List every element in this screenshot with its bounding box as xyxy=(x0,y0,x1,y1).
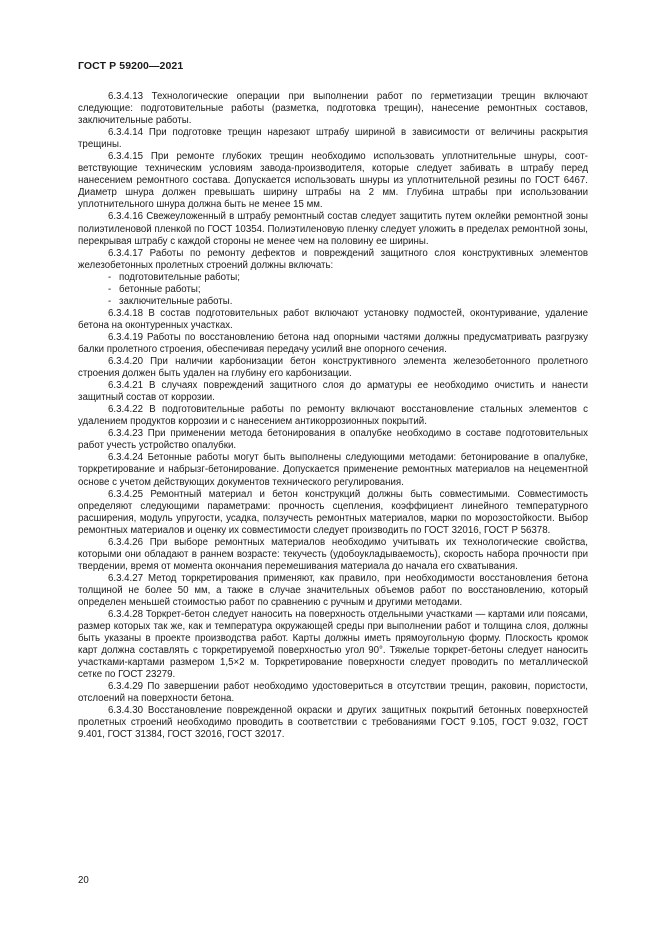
paragraph: 6.3.4.20 При наличии карбонизации бетон конструктивного элемента железобетонного пролетного строения должен быть удален на глубину его карбонизации. xyxy=(78,356,588,380)
paragraph: 6.3.4.18 В состав подготовительных работ включают установку подмостей, оконтуривание, удаление бетона на оконтуренных участках. xyxy=(78,307,588,331)
list-item-text: заключительные работы. xyxy=(119,295,233,307)
paragraph: 6.3.4.17 Работы по ремонту дефектов и повреждений защитного слоя конструктивных элементов железобетонных пролетных строений должны включать: xyxy=(78,247,588,271)
list-item xyxy=(78,272,588,284)
paragraph: 6.3.4.16 Свежеуложенный в штрабу ремонтный состав следует защитить путем оклейки ремонтной зоны полиэтиленовой пленкой по ГОСТ 10354. Полиэтиленовую пленку следует уложить в пределах ремонтной зоны, перекрывая штрабу с каждой стороны не менее чем на половину ее ширины. xyxy=(78,211,588,247)
paragraph: 6.3.4.21 В случаях повреждений защитного слоя до арматуры ее необходимо очистить и нанести защитный состав от коррозии. xyxy=(78,380,588,404)
paragraph: 6.3.4.29 По завершении работ необходимо удостовериться в отсутствии трещин, раковин, пористости, отслоений на поверхности бетона. xyxy=(78,681,588,705)
paragraph: 6.3.4.15 При ремонте глубоких трещин необходимо использовать уплотнительные шнуры, соответствующие техническим условиям завода-производителя, которые следует забивать в штрабу перед нанесением ремонтного состава. Допускается использовать шнуры из уплотнительной резины по ГОСТ 6467. Диаметр шнура должен превышать ширину штрабы на 2 мм. Глубина штрабы при использовании уплотнительного шнура должна быть не менее 15 мм. xyxy=(78,151,588,211)
page-number: 20 xyxy=(78,875,89,886)
standard-code-header: ГОСТ Р 59200—2021 xyxy=(78,60,184,72)
list-dash: - xyxy=(108,271,112,283)
paragraph: 6.3.4.25 Ремонтный материал и бетон конструкций должны быть совместимыми. Совместимость определяют следующими параметрами: прочность сцепления, коэффициент линейного температурного расширения, модуль упругости, усадка, ползучесть ремонтных материалов, марки по морозостойкости. Выбор ремонтных материалов и оценку их совместимости следует производить по ГОСТ 32016, ГОСТ Р 56378. xyxy=(78,488,588,536)
paragraph: 6.3.4.24 Бетонные работы могут быть выполнены следующими методами: бетонирование в опалубке, торкретирование и набрызг-бетонирование. Допускается применение ремонтных материалов на нецементной основе с учетом действующих документов технического регулирования. xyxy=(78,452,588,488)
paragraph: 6.3.4.22 В подготовительные работы по ремонту включают восстановление стальных элементов с удалением продуктов коррозии и с нанесением антикоррозионных покрытий. xyxy=(78,404,588,428)
paragraph: 6.3.4.14 При подготовке трещин нарезают штрабу шириной в зависимости от величины раскрытия трещины. xyxy=(78,127,588,151)
paragraph: 6.3.4.26 При выборе ремонтных материалов необходимо учитывать их технологические свойства, которыми они обладают в раннем возрасте: текучесть (удобоукладываемость), скорость набора прочности при твердении, время от момента окончания перемешивания материала до начала его схватывания. xyxy=(78,536,588,572)
list-item-text: бетонные работы; xyxy=(119,283,201,295)
paragraph: 6.3.4.13 Технологические операции при выполнении работ по герметизации трещин включают следующие: подготовительные работы (разметка, подготовка трещин), нанесение ремонтных составов, заключительные работы. xyxy=(78,91,588,127)
list-dash: - xyxy=(108,283,112,295)
list-item-text: подготовительные работы; xyxy=(119,271,240,283)
list-item xyxy=(78,284,588,296)
document-body xyxy=(78,91,588,742)
paragraph: 6.3.4.23 При применении метода бетонирования в опалубке необходимо в составе подготовительных работ учесть устройство опалубки. xyxy=(78,428,588,452)
paragraph: 6.3.4.30 Восстановление поврежденной окраски и других защитных покрытий бетонных поверхностей пролетных строений необходимо проводить в соответствии с требованиями ГОСТ 9.105, ГОСТ 9.032, ГОСТ 9.401, ГОСТ 31384, ГОСТ 32016, ГОСТ 32017. xyxy=(78,705,588,741)
paragraph: 6.3.4.27 Метод торкретирования применяют, как правило, при необходимости восстановления бетона толщиной не более 50 мм, а также в случае значительных объемов работ по восстановлению, который определен меньшей стоимостью работ по сравнению с ручным и другими методами. xyxy=(78,572,588,608)
list-dash: - xyxy=(108,295,112,307)
paragraph: 6.3.4.28 Торкрет-бетон следует наносить на поверхность отдельными участками — картами или поясами, размер которых так же, как и температура окружающей среды при выполнении работ и толщина слоя, должны быть указаны в проекте производства работ. Карты должны иметь прямоугольную форму. Плоскость кромок карт должна составлять с торкретируемой поверхностью угол 90°. Тяжелые торкрет-бетоны следует наносить участками-картами размером 1,5×2 м. Торкретирование поверхности следует проводить по металлической сетке по ГОСТ 23279. xyxy=(78,609,588,681)
paragraph: 6.3.4.19 Работы по восстановлению бетона над опорными частями должны предусматривать разгрузку балки пролетного строения, обеспечивая передачу усилий вне опорного сечения. xyxy=(78,331,588,355)
list-item xyxy=(78,296,588,308)
